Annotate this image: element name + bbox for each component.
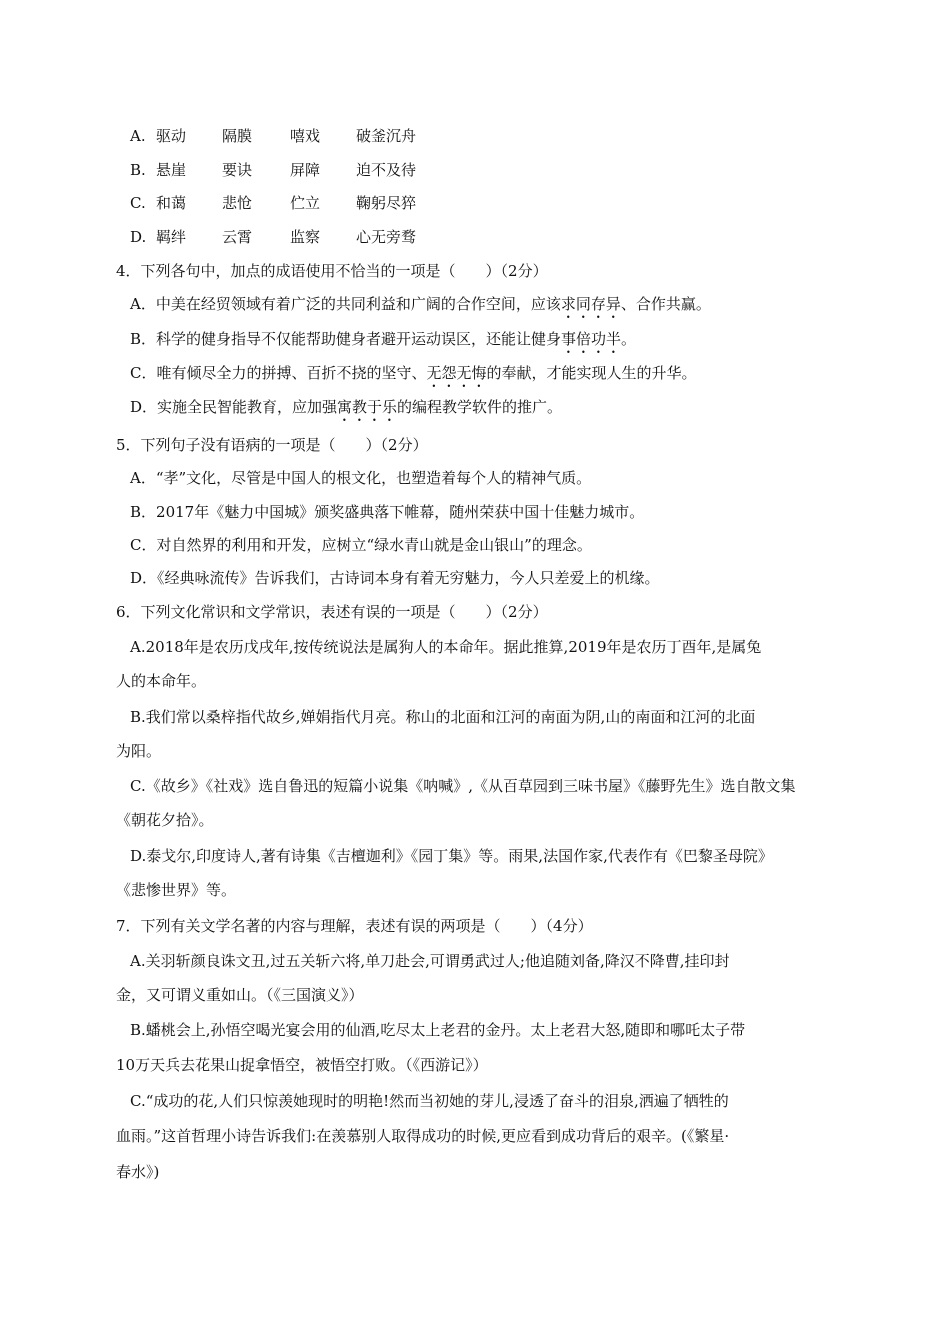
q7-option-c-line2: 血雨。”这首哲理小诗告诉我们:在羡慕别人取得成功的时候,更应看到成功背后的艰辛。(《繁星· bbox=[116, 1127, 730, 1145]
q6-option-a-line1: A.2018年是农历戊戌年,按传统说法是属狗人的本命年。据此推算,2019年是农历丁酉年,是属兔 bbox=[130, 638, 762, 656]
q5-option-d: D．《经典咏流传》告诉我们，古诗词本身有着无穷魅力，今人只差爱上的机缘。 bbox=[130, 569, 660, 587]
question-5-stem: 5．下列句子没有语病的一项是（ ）（2分） bbox=[116, 436, 428, 454]
option-letter: A. bbox=[130, 127, 146, 145]
q7-option-c-line1: C.“成功的花,人们只惊羡她现时的明艳!然而当初她的芽儿,浸透了奋斗的泪泉,洒遍了牺牲的 bbox=[130, 1092, 729, 1110]
emphasized-idiom: 无怨无悔 bbox=[426, 364, 487, 382]
word: 破釜沉舟 bbox=[356, 127, 417, 145]
word: 迫不及待 bbox=[356, 161, 417, 179]
option-text: A．中美在经贸领域有着广泛的共同利益和广阔的合作空间，应该 bbox=[130, 295, 561, 313]
question-6-stem: 6．下列文化常识和文学常识，表述有误的一项是（ ）（2分） bbox=[116, 603, 548, 621]
q4-option-d bbox=[130, 397, 562, 425]
emphasized-idiom: 求同存异 bbox=[560, 295, 621, 313]
q6-option-c-line1: C.《故乡》《社戏》选自鲁迅的短篇小说集《呐喊》,《从百草园到三味书屋》《藤野先生》选自散文集 bbox=[130, 777, 796, 795]
question-7-stem: 7．下列有关文学名著的内容与理解，表述有误的两项是（ ）（4分） bbox=[116, 917, 593, 935]
word: 云霄 bbox=[222, 228, 253, 246]
q6-option-b-line2: 为阳。 bbox=[116, 742, 162, 760]
q4-option-a bbox=[130, 294, 711, 322]
q6-option-d-line1: D.泰戈尔,印度诗人,著有诗集《吉檀迦利》《园丁集》等。雨果,法国作家,代表作有《巴黎圣母院》 bbox=[130, 847, 773, 865]
word: 悲怆 bbox=[222, 194, 253, 212]
option-letter: C. bbox=[130, 194, 146, 212]
option-text: 的奉献，才能实现人生的升华。 bbox=[486, 364, 697, 382]
q5-option-b: B．2017年《魅力中国城》颁奖盛典落下帷幕，随州荣获中国十佳魅力城市。 bbox=[130, 503, 645, 521]
option-letter: D. bbox=[130, 228, 147, 246]
word: 驱动 bbox=[156, 127, 187, 145]
word: 羁绊 bbox=[156, 228, 187, 246]
word: 悬崖 bbox=[156, 161, 187, 179]
option-text: 。 bbox=[621, 330, 637, 348]
q4-option-b bbox=[130, 329, 636, 357]
q7-option-b-line1: B.蟠桃会上,孙悟空喝光宴会用的仙酒,吃尽太上老君的金丹。太上老君大怒,随即和哪吒太子带 bbox=[130, 1021, 746, 1039]
word: 心无旁骛 bbox=[356, 228, 417, 246]
q6-option-d-line2: 《悲惨世界》等。 bbox=[116, 881, 237, 899]
q7-option-b-line2: 10万天兵去花果山捉拿悟空，被悟空打败。（《西游记》） bbox=[116, 1056, 488, 1074]
word: 鞠躬尽猝 bbox=[356, 194, 417, 212]
q5-option-c: C．对自然界的利用和开发，应树立“绿水青山就是金山银山”的理念。 bbox=[130, 536, 592, 554]
word: 伫立 bbox=[290, 194, 321, 212]
option-text: C．唯有倾尽全力的拼搏、百折不挠的坚守、 bbox=[130, 364, 427, 382]
q5-option-a: A．“孝”文化，尽管是中国人的根文化，也塑造着每个人的精神气质。 bbox=[130, 469, 592, 487]
question-4-stem: 4．下列各句中，加点的成语使用不恰当的一项是（ ）（2分） bbox=[116, 262, 548, 280]
q7-option-a-line1: A.关羽斩颜良诛文丑,过五关斩六将,单刀赴会,可谓勇武过人;他追随刘备,降汉不降曹,挂印封 bbox=[130, 952, 730, 970]
option-text: 的编程教学软件的推广。 bbox=[397, 398, 563, 416]
q7-option-c-line3: 春水》) bbox=[116, 1163, 160, 1181]
option-letter: B. bbox=[130, 161, 146, 179]
word: 监察 bbox=[290, 228, 321, 246]
q4-option-c bbox=[130, 363, 697, 391]
option-text: 、合作共赢。 bbox=[620, 295, 711, 313]
option-text: B．科学的健身指导不仅能帮助健身者避开运动误区，还能让健身 bbox=[130, 330, 562, 348]
q6-option-a-line2: 人的本命年。 bbox=[116, 672, 207, 690]
emphasized-idiom: 寓教于乐 bbox=[337, 398, 398, 416]
word: 和蔼 bbox=[156, 194, 187, 212]
word: 嘻戏 bbox=[290, 127, 321, 145]
word: 要诀 bbox=[222, 161, 253, 179]
q6-option-b-line1: B.我们常以桑梓指代故乡,婵娟指代月亮。称山的北面和江河的南面为阴,山的南面和江河的北面 bbox=[130, 708, 756, 726]
option-text: D．实施全民智能教育，应加强 bbox=[130, 398, 338, 416]
word: 隔膜 bbox=[222, 127, 253, 145]
word: 屏障 bbox=[290, 161, 321, 179]
emphasized-idiom: 事倍功半 bbox=[561, 330, 622, 348]
q6-option-c-line2: 《朝花夕拾》。 bbox=[116, 811, 214, 829]
q7-option-a-line2: 金，又可谓义重如山。（《三国演义》） bbox=[116, 986, 364, 1004]
